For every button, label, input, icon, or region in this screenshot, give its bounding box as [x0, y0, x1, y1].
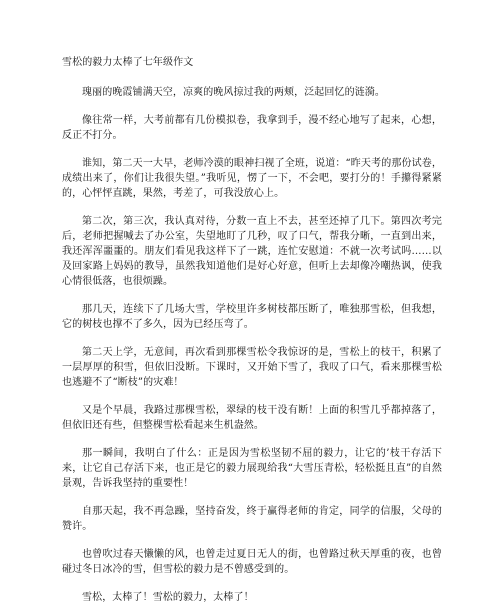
essay-body	[62, 55, 442, 605]
paragraph-5: 那几天，连续下了几场大雪，学校里许多树枝都压断了，唯独那雪松，但我想，它的树枝也撑不了多久，因为已经压弯了。	[62, 304, 442, 330]
paragraph-2: 像往常一样，大考前都有几份模拟卷，我拿到手，漫不经心地写了起来，心想，反正不打分。	[62, 115, 442, 141]
paragraph-4: 第二次，第三次，我认真对待，分数一直上不去，甚至还掉了几下。第四次考完后，老师把握喊去了办公室，失望地盯了几秒，叹了口气，帮我分晰，一直到出来，我还浑浑噩噩的。朋友们看见我这样下了一跳，连忙安慰道：不就一次考试吗……以及回家路上妈妈的教导，虽然我知道他们是好心好意，但听上去却像冷嘲热讽，使我心情很低落，也很烦躁。	[62, 216, 442, 287]
paragraph-10: 也曾吹过春天懒懒的风，也曾走过夏日无人的街，也曾路过秋天厚重的夜，也曾碰过冬日冰冷的雪，但雪松的毅力是不曾感受到的。	[62, 549, 442, 575]
essay-title: 雪松的毅力太棒了七年级作文	[62, 57, 194, 68]
paragraph-1: 瑰丽的晚霞铺满天空，凉爽的晚风掠过我的两颊，泛起回忆的涟漪。	[82, 87, 385, 98]
paragraph-9: 自那天起，我不再急躁，坚持奋发，终于赢得老师的肯定，同学的信服，父母的赞许。	[62, 506, 442, 532]
paragraph-11: 雪松，太棒了！雪松的毅力，太棒了！	[82, 592, 254, 603]
paragraph-6: 第二天上学，无意间，再次看到那棵雪松令我惊讶的是，雪松上的枝干，积累了一层厚厚的积雪，但依旧没断。下课时，又开始下雪了，我叹了口气，看来那棵雪松也逃避不了“断枝”的灾难！	[62, 347, 442, 388]
paragraph-7: 又是个早晨，我路过那棵雪松，翠绿的枝干没有断！上面的积雪几乎都掉落了，但依旧还有些，但整棵雪松看起来生机盎然。	[62, 405, 442, 431]
paragraph-3: 谁知，第二天一大早，老师冷漠的眼神扫视了全班，说道：“昨天考的那份试卷，成绩出来了，你们让我很失望。”我听见，愣了一下，不会吧，要打分的！手攥得紧紧的，心怦怦直跳，果然，考差了，可我没放心上。	[62, 158, 442, 199]
paragraph-8: 那一瞬间，我明白了什么：正是因为雪松坚韧不屈的毅力，让它的’枝干存活下来，让它自己存活下来，也正是它的毅力展现给我“大雪压青松，轻松挺且直”的自然景观，告诉我坚持的重要性！	[62, 448, 442, 489]
